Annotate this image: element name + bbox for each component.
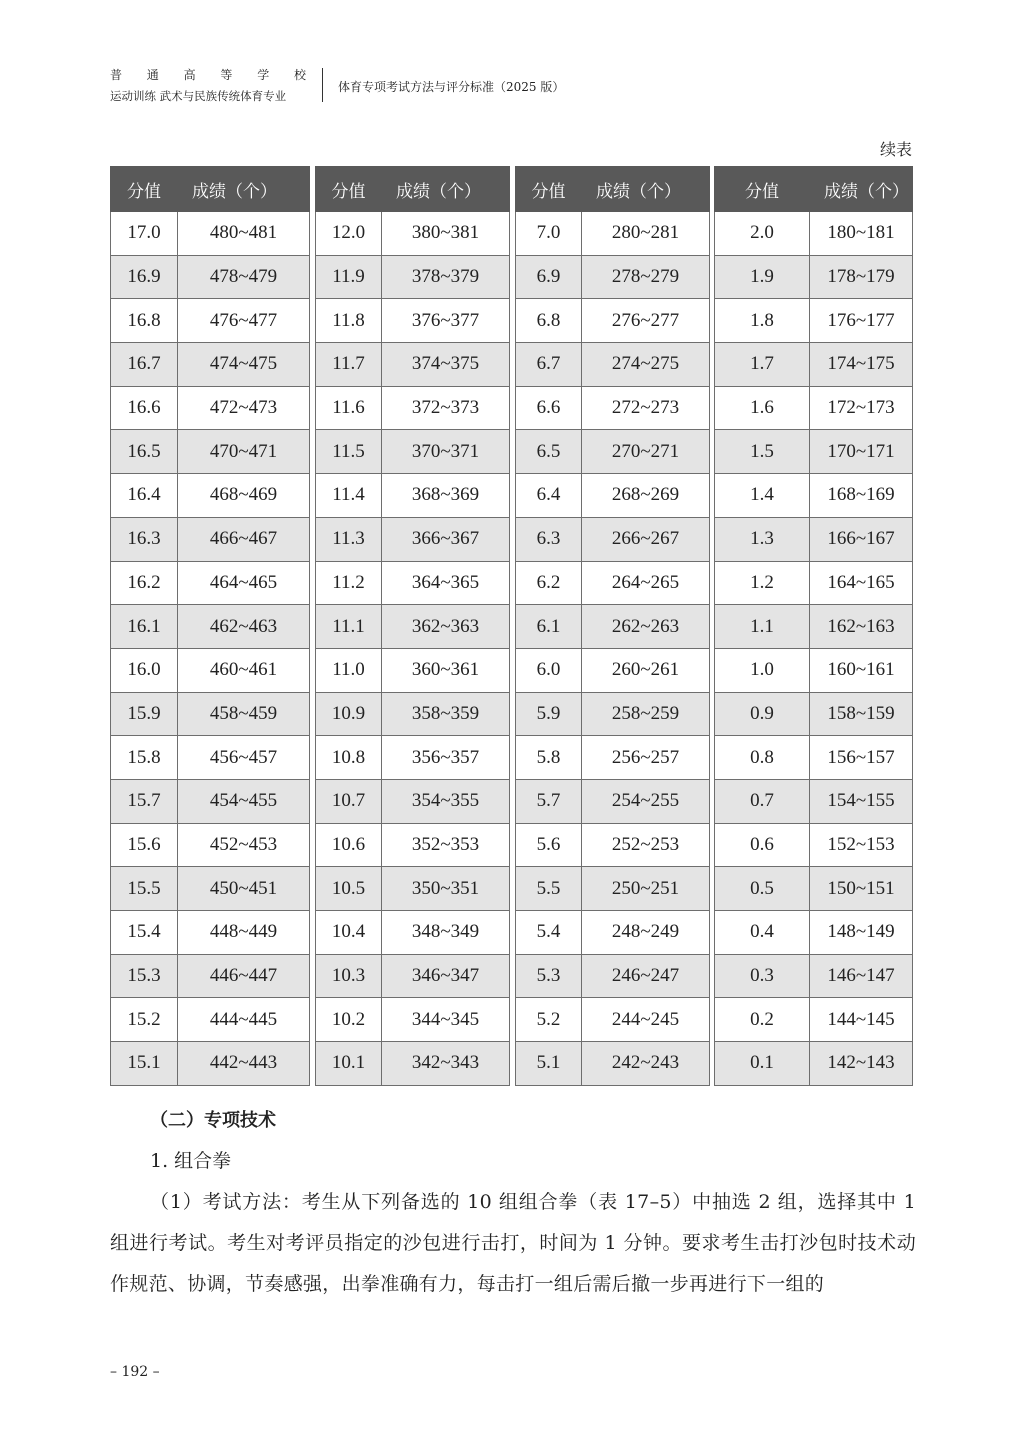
result-cell: 148~149 (810, 911, 913, 955)
result-cell: 470~471 (178, 430, 310, 474)
result-cell: 352~353 (382, 823, 510, 867)
score-cell: 15.9 (111, 692, 178, 736)
result-cell: 144~145 (810, 998, 913, 1042)
result-cell: 364~365 (382, 561, 510, 605)
result-cell: 456~457 (178, 736, 310, 780)
result-cell: 164~165 (810, 561, 913, 605)
continued-table-label: 续表 (879, 140, 912, 159)
result-cell: 154~155 (810, 779, 913, 823)
header-divider (322, 68, 323, 102)
table-row (316, 998, 510, 1042)
score-cell: 10.8 (316, 736, 382, 780)
score-cell: 2.0 (715, 212, 810, 256)
result-cell: 458~459 (178, 692, 310, 736)
table-row (516, 474, 710, 518)
table-row (111, 255, 310, 299)
score-table-1 (110, 166, 310, 1086)
result-cell: 450~451 (178, 867, 310, 911)
score-cell: 16.3 (111, 517, 178, 561)
header-result-count: 成绩（个） (382, 167, 510, 212)
score-cell: 0.9 (715, 692, 810, 736)
result-cell: 468~469 (178, 474, 310, 518)
score-cell: 6.6 (516, 386, 582, 430)
score-cell: 12.0 (316, 212, 382, 256)
score-cell: 1.2 (715, 561, 810, 605)
score-cell: 1.9 (715, 255, 810, 299)
score-cell: 15.8 (111, 736, 178, 780)
result-cell: 276~277 (582, 299, 710, 343)
score-cell: 16.1 (111, 605, 178, 649)
table-row (316, 779, 510, 823)
table-row (316, 954, 510, 998)
score-cell: 11.5 (316, 430, 382, 474)
book-title: 体育专项考试方法与评分标准（2025 版） (338, 80, 565, 94)
table-row (715, 212, 913, 256)
score-cell: 16.5 (111, 430, 178, 474)
table-row (111, 1042, 310, 1086)
header-result-count: 成绩（个） (178, 167, 310, 212)
result-cell: 448~449 (178, 911, 310, 955)
table-row (111, 212, 310, 256)
result-cell: 262~263 (582, 605, 710, 649)
score-cell: 6.8 (516, 299, 582, 343)
score-cell: 0.8 (715, 736, 810, 780)
score-cell: 6.4 (516, 474, 582, 518)
table-row (715, 343, 913, 387)
result-cell: 348~349 (382, 911, 510, 955)
result-cell: 162~163 (810, 605, 913, 649)
table-row (111, 736, 310, 780)
result-cell: 242~243 (582, 1042, 710, 1086)
result-cell: 472~473 (178, 386, 310, 430)
table-row (111, 954, 310, 998)
section-heading: （二）专项技术 (150, 1110, 276, 1131)
score-cell: 11.7 (316, 343, 382, 387)
table-row (715, 605, 913, 649)
table-row (516, 255, 710, 299)
result-cell: 264~265 (582, 561, 710, 605)
score-cell: 16.8 (111, 299, 178, 343)
table-row (516, 648, 710, 692)
table-row (516, 736, 710, 780)
result-cell: 250~251 (582, 867, 710, 911)
score-cell: 5.6 (516, 823, 582, 867)
result-cell: 248~249 (582, 911, 710, 955)
result-cell: 362~363 (382, 605, 510, 649)
score-cell: 5.2 (516, 998, 582, 1042)
school-name-char: 学 (257, 68, 270, 82)
result-cell: 172~173 (810, 386, 913, 430)
score-cell: 5.4 (516, 911, 582, 955)
table-row (516, 386, 710, 430)
score-cell: 10.5 (316, 867, 382, 911)
score-cell: 11.6 (316, 386, 382, 430)
score-cell: 5.9 (516, 692, 582, 736)
result-cell: 278~279 (582, 255, 710, 299)
score-cell: 6.5 (516, 430, 582, 474)
page-number: – 192 – (110, 1364, 160, 1380)
result-cell: 368~369 (382, 474, 510, 518)
score-cell: 1.8 (715, 299, 810, 343)
school-name-char: 普 (110, 68, 123, 82)
result-cell: 176~177 (810, 299, 913, 343)
table-row (316, 430, 510, 474)
result-cell: 358~359 (382, 692, 510, 736)
table-row (715, 386, 913, 430)
score-cell: 15.2 (111, 998, 178, 1042)
table-row (111, 343, 310, 387)
score-cell: 10.3 (316, 954, 382, 998)
table-row (715, 1042, 913, 1086)
table-row (111, 867, 310, 911)
result-cell: 372~373 (382, 386, 510, 430)
school-name-char: 通 (146, 68, 159, 82)
score-cell: 16.0 (111, 648, 178, 692)
score-cell: 15.7 (111, 779, 178, 823)
header-result-count: 成绩（个） (810, 167, 913, 212)
table-row (316, 823, 510, 867)
table-row (111, 823, 310, 867)
header-score-value: 分值 (111, 167, 178, 212)
result-cell: 266~267 (582, 517, 710, 561)
score-cell: 5.7 (516, 779, 582, 823)
score-cell: 6.2 (516, 561, 582, 605)
table-row (111, 430, 310, 474)
result-cell: 476~477 (178, 299, 310, 343)
score-cell: 6.0 (516, 648, 582, 692)
table-row (516, 561, 710, 605)
score-cell: 16.2 (111, 561, 178, 605)
result-cell: 342~343 (382, 1042, 510, 1086)
score-cell: 15.5 (111, 867, 178, 911)
result-cell: 474~475 (178, 343, 310, 387)
score-cell: 1.1 (715, 605, 810, 649)
result-cell: 466~467 (178, 517, 310, 561)
score-cell: 0.6 (715, 823, 810, 867)
result-cell: 260~261 (582, 648, 710, 692)
table-row (516, 692, 710, 736)
result-cell: 360~361 (382, 648, 510, 692)
score-cell: 0.7 (715, 779, 810, 823)
result-cell: 346~347 (382, 954, 510, 998)
paragraph: （1）考试方法：考生从下列备选的 10 组组合拳（表 17–5）中抽选 2 组，选择其中 1 组进行考试。考生对考评员指定的沙包进行击打，时间为 1 分钟。要求考生击打沙包时技术动作规范、协调，节奏感强，出拳准确有力，每击打一组后需后撤一步再进行下一组的 (110, 1191, 916, 1295)
body-text (110, 1100, 916, 1305)
table-row (316, 299, 510, 343)
table-row (715, 779, 913, 823)
school-name-char: 校 (293, 68, 306, 82)
score-cell: 15.4 (111, 911, 178, 955)
table-row (715, 736, 913, 780)
table-row (316, 474, 510, 518)
result-cell: 174~175 (810, 343, 913, 387)
score-cell: 1.0 (715, 648, 810, 692)
score-cell: 11.1 (316, 605, 382, 649)
result-cell: 152~153 (810, 823, 913, 867)
header-score-value: 分值 (715, 167, 810, 212)
header-score-value: 分值 (516, 167, 582, 212)
result-cell: 452~453 (178, 823, 310, 867)
score-cell: 5.3 (516, 954, 582, 998)
score-cell: 6.7 (516, 343, 582, 387)
score-cell: 0.4 (715, 911, 810, 955)
score-table-3 (515, 166, 710, 1086)
score-cell: 10.7 (316, 779, 382, 823)
table-row (516, 954, 710, 998)
table-row (111, 299, 310, 343)
result-cell: 268~269 (582, 474, 710, 518)
table-row (111, 779, 310, 823)
result-cell: 258~259 (582, 692, 710, 736)
score-cell: 11.8 (316, 299, 382, 343)
score-cell: 16.4 (111, 474, 178, 518)
score-table-group (110, 166, 914, 1074)
result-cell: 280~281 (582, 212, 710, 256)
table-row (715, 430, 913, 474)
result-cell: 166~167 (810, 517, 913, 561)
table-row (316, 648, 510, 692)
result-cell: 464~465 (178, 561, 310, 605)
table-row (516, 779, 710, 823)
score-cell: 0.3 (715, 954, 810, 998)
table-row (516, 517, 710, 561)
table-row (516, 299, 710, 343)
result-cell: 246~247 (582, 954, 710, 998)
table-row (111, 561, 310, 605)
table-row (516, 605, 710, 649)
result-cell: 460~461 (178, 648, 310, 692)
table-row (316, 255, 510, 299)
table-row (316, 1042, 510, 1086)
score-table-4 (714, 166, 913, 1086)
result-cell: 156~157 (810, 736, 913, 780)
result-cell: 446~447 (178, 954, 310, 998)
result-cell: 146~147 (810, 954, 913, 998)
table-row (316, 867, 510, 911)
score-cell: 1.7 (715, 343, 810, 387)
school-name-char: 高 (183, 68, 196, 82)
score-cell: 16.7 (111, 343, 178, 387)
table-row (715, 823, 913, 867)
result-cell: 444~445 (178, 998, 310, 1042)
table-row (316, 343, 510, 387)
score-cell: 15.3 (111, 954, 178, 998)
score-cell: 10.2 (316, 998, 382, 1042)
table-row (715, 474, 913, 518)
table-row (715, 692, 913, 736)
result-cell: 168~169 (810, 474, 913, 518)
result-cell: 478~479 (178, 255, 310, 299)
score-cell: 0.2 (715, 998, 810, 1042)
header-score-value: 分值 (316, 167, 382, 212)
table-row (516, 823, 710, 867)
table-row (111, 474, 310, 518)
table-row (516, 212, 710, 256)
school-name-char: 等 (220, 68, 233, 82)
score-cell: 10.1 (316, 1042, 382, 1086)
school-subtitle: 运动训练 武术与民族传统体育专业 (110, 89, 287, 103)
result-cell: 378~379 (382, 255, 510, 299)
result-cell: 160~161 (810, 648, 913, 692)
result-cell: 170~171 (810, 430, 913, 474)
score-cell: 5.8 (516, 736, 582, 780)
score-cell: 15.6 (111, 823, 178, 867)
result-cell: 256~257 (582, 736, 710, 780)
score-cell: 11.3 (316, 517, 382, 561)
school-name (110, 66, 306, 83)
result-cell: 356~357 (382, 736, 510, 780)
result-cell: 442~443 (178, 1042, 310, 1086)
result-cell: 252~253 (582, 823, 710, 867)
table-row (516, 430, 710, 474)
score-cell: 1.3 (715, 517, 810, 561)
result-cell: 380~381 (382, 212, 510, 256)
result-cell: 150~151 (810, 867, 913, 911)
result-cell: 354~355 (382, 779, 510, 823)
result-cell: 454~455 (178, 779, 310, 823)
result-cell: 244~245 (582, 998, 710, 1042)
result-cell: 376~377 (382, 299, 510, 343)
score-cell: 10.6 (316, 823, 382, 867)
score-cell: 10.4 (316, 911, 382, 955)
table-row (715, 998, 913, 1042)
table-row (316, 517, 510, 561)
table-row (316, 212, 510, 256)
result-cell: 366~367 (382, 517, 510, 561)
result-cell: 370~371 (382, 430, 510, 474)
result-cell: 374~375 (382, 343, 510, 387)
table-row (516, 343, 710, 387)
score-cell: 0.1 (715, 1042, 810, 1086)
score-cell: 11.0 (316, 648, 382, 692)
table-row (715, 648, 913, 692)
result-cell: 462~463 (178, 605, 310, 649)
table-row (715, 954, 913, 998)
score-cell: 6.3 (516, 517, 582, 561)
table-row (111, 911, 310, 955)
result-cell: 272~273 (582, 386, 710, 430)
score-cell: 11.9 (316, 255, 382, 299)
score-cell: 5.5 (516, 867, 582, 911)
result-cell: 178~179 (810, 255, 913, 299)
table-row (316, 561, 510, 605)
result-cell: 254~255 (582, 779, 710, 823)
result-cell: 270~271 (582, 430, 710, 474)
score-cell: 11.2 (316, 561, 382, 605)
score-cell: 16.6 (111, 386, 178, 430)
table-row (111, 517, 310, 561)
score-cell: 10.9 (316, 692, 382, 736)
table-row (316, 692, 510, 736)
table-row (516, 1042, 710, 1086)
result-cell: 142~143 (810, 1042, 913, 1086)
result-cell: 344~345 (382, 998, 510, 1042)
table-row (316, 736, 510, 780)
score-cell: 5.1 (516, 1042, 582, 1086)
result-cell: 274~275 (582, 343, 710, 387)
score-cell: 0.5 (715, 867, 810, 911)
table-row (316, 605, 510, 649)
subsection-heading: 1. 组合拳 (150, 1150, 232, 1172)
table-row (715, 299, 913, 343)
score-cell: 1.6 (715, 386, 810, 430)
result-cell: 350~351 (382, 867, 510, 911)
table-row (316, 911, 510, 955)
score-cell: 7.0 (516, 212, 582, 256)
table-row (316, 386, 510, 430)
score-cell: 1.4 (715, 474, 810, 518)
result-cell: 480~481 (178, 212, 310, 256)
table-row (715, 255, 913, 299)
table-row (516, 911, 710, 955)
result-cell: 158~159 (810, 692, 913, 736)
table-row (715, 911, 913, 955)
header-result-count: 成绩（个） (582, 167, 710, 212)
table-row (715, 561, 913, 605)
score-cell: 17.0 (111, 212, 178, 256)
table-row (111, 386, 310, 430)
table-row (111, 648, 310, 692)
score-cell: 6.9 (516, 255, 582, 299)
table-row (111, 605, 310, 649)
score-cell: 16.9 (111, 255, 178, 299)
score-cell: 15.1 (111, 1042, 178, 1086)
table-row (516, 998, 710, 1042)
table-row (111, 692, 310, 736)
table-row (715, 867, 913, 911)
table-row (111, 998, 310, 1042)
score-cell: 11.4 (316, 474, 382, 518)
table-row (715, 517, 913, 561)
result-cell: 180~181 (810, 212, 913, 256)
score-cell: 6.1 (516, 605, 582, 649)
score-table-2 (315, 166, 510, 1086)
score-cell: 1.5 (715, 430, 810, 474)
table-row (516, 867, 710, 911)
